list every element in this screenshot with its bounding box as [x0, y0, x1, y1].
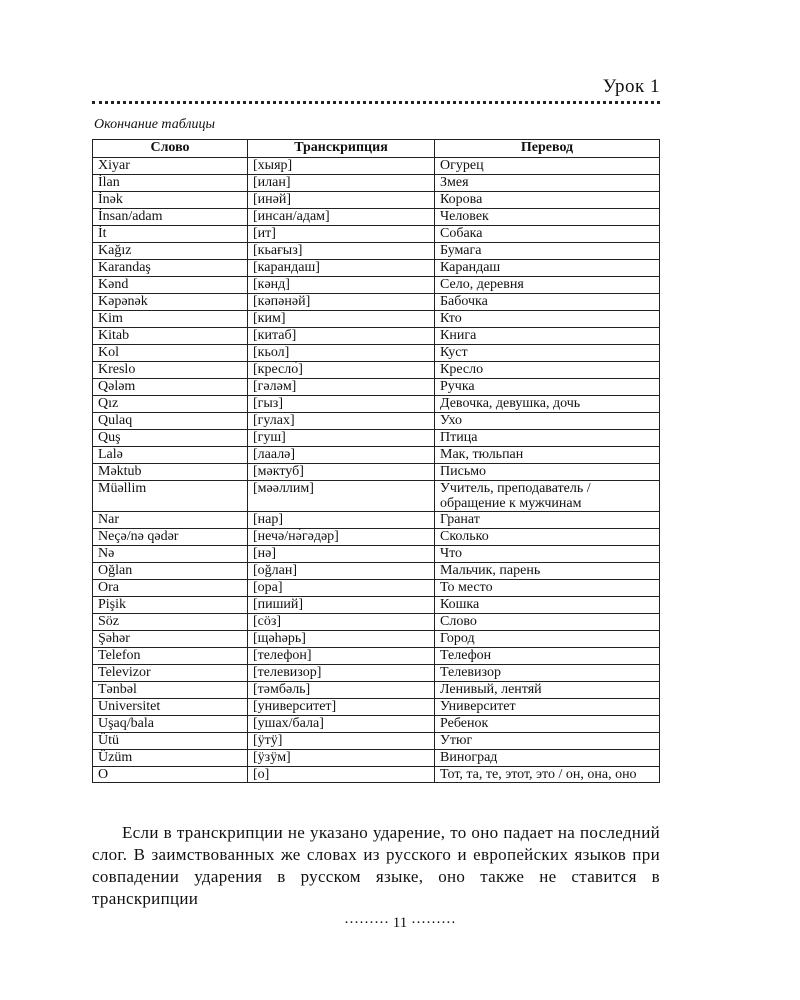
translation-cell: Карандаш — [435, 260, 660, 277]
table-row — [93, 379, 660, 396]
word-cell: Nə — [93, 546, 248, 563]
transcription-cell: [телевизор] — [248, 665, 435, 682]
translation-cell: Гранат — [435, 512, 660, 529]
transcription-cell: [кәпәнәй] — [248, 294, 435, 311]
header-dotted-rule — [92, 101, 660, 104]
table-row — [93, 311, 660, 328]
transcription-cell: [хыяр] — [248, 158, 435, 175]
translation-cell: Сколько — [435, 529, 660, 546]
translation-cell: Учитель, преподаватель / обращение к мужчинам — [435, 481, 660, 512]
transcription-cell: [кьол] — [248, 345, 435, 362]
word-cell: Ütü — [93, 733, 248, 750]
translation-cell: Человек — [435, 209, 660, 226]
transcription-cell: [гулах] — [248, 413, 435, 430]
table-row — [93, 260, 660, 277]
transcription-cell: [oğлан] — [248, 563, 435, 580]
translation-cell: Ухо — [435, 413, 660, 430]
translation-cell: Виноград — [435, 750, 660, 767]
word-cell: Televizor — [93, 665, 248, 682]
translation-cell: Ленивый, лентяй — [435, 682, 660, 699]
table-body — [93, 158, 660, 783]
translation-cell: Письмо — [435, 464, 660, 481]
translation-cell: Книга — [435, 328, 660, 345]
transcription-cell: [ит] — [248, 226, 435, 243]
table-row — [93, 277, 660, 294]
translation-cell: То место — [435, 580, 660, 597]
word-cell: Lalə — [93, 447, 248, 464]
word-cell: Söz — [93, 614, 248, 631]
word-cell: Qız — [93, 396, 248, 413]
transcription-cell: [инсан/адам] — [248, 209, 435, 226]
table-row — [93, 192, 660, 209]
word-cell: Nar — [93, 512, 248, 529]
table-row — [93, 614, 660, 631]
word-cell: Ora — [93, 580, 248, 597]
table-row — [93, 396, 660, 413]
translation-cell: Бумага — [435, 243, 660, 260]
translation-cell: Слово — [435, 614, 660, 631]
word-cell: Müəllim — [93, 481, 248, 512]
transcription-cell: [o] — [248, 767, 435, 783]
word-cell: Tənbəl — [93, 682, 248, 699]
table-row — [93, 716, 660, 733]
table-row — [93, 733, 660, 750]
table-row — [93, 580, 660, 597]
transcription-cell: [нар] — [248, 512, 435, 529]
table-header-row — [93, 140, 660, 158]
word-cell: Üzüm — [93, 750, 248, 767]
column-header-word: Слово — [93, 140, 248, 158]
transcription-cell: [ушах/бала] — [248, 716, 435, 733]
transcription-cell: [илан] — [248, 175, 435, 192]
word-cell: Uşaq/bala — [93, 716, 248, 733]
translation-cell: Село, деревня — [435, 277, 660, 294]
table-row — [93, 699, 660, 716]
page-footer — [0, 915, 800, 932]
transcription-cell: [кресло́] — [248, 362, 435, 379]
column-header-transcription: Транскрипция — [248, 140, 435, 158]
translation-cell: Утюг — [435, 733, 660, 750]
table-row — [93, 294, 660, 311]
table-caption: Окончание таблицы — [94, 117, 215, 132]
table-row — [93, 464, 660, 481]
word-cell: İt — [93, 226, 248, 243]
word-cell: Qələm — [93, 379, 248, 396]
table-row — [93, 226, 660, 243]
word-cell: Kim — [93, 311, 248, 328]
word-cell: İnsan/adam — [93, 209, 248, 226]
translation-cell: Птица — [435, 430, 660, 447]
table-row — [93, 430, 660, 447]
word-cell: Telefon — [93, 648, 248, 665]
translation-cell: Куст — [435, 345, 660, 362]
table-row — [93, 209, 660, 226]
transcription-cell: [ора] — [248, 580, 435, 597]
word-cell: Kreslo — [93, 362, 248, 379]
word-cell: Quş — [93, 430, 248, 447]
translation-cell: Ручка — [435, 379, 660, 396]
transcription-cell: [лаалә] — [248, 447, 435, 464]
word-cell: Kol — [93, 345, 248, 362]
translation-cell: Корова — [435, 192, 660, 209]
transcription-cell: [пиший] — [248, 597, 435, 614]
table-row — [93, 597, 660, 614]
vocabulary-table — [92, 139, 660, 783]
transcription-cell: [мәктуб] — [248, 464, 435, 481]
table-row — [93, 631, 660, 648]
table-row — [93, 328, 660, 345]
word-cell: Kənd — [93, 277, 248, 294]
word-cell: İlan — [93, 175, 248, 192]
table-row — [93, 750, 660, 767]
footer-dots-right: ········· — [410, 915, 456, 931]
table-row — [93, 512, 660, 529]
word-cell: Xiyar — [93, 158, 248, 175]
translation-cell: Что — [435, 546, 660, 563]
word-cell: Kəpənək — [93, 294, 248, 311]
page-number: 11 — [392, 915, 408, 931]
table-row — [93, 648, 660, 665]
translation-cell: Девочка, девушка, дочь — [435, 396, 660, 413]
translation-cell: Бабочка — [435, 294, 660, 311]
word-cell: Neçə/nə qədər — [93, 529, 248, 546]
transcription-cell: [университет] — [248, 699, 435, 716]
translation-cell: Собака — [435, 226, 660, 243]
translation-cell: Телефон — [435, 648, 660, 665]
word-cell: Şəhər — [93, 631, 248, 648]
word-cell: Məktub — [93, 464, 248, 481]
transcription-cell: [гыз] — [248, 396, 435, 413]
transcription-cell: [гуш] — [248, 430, 435, 447]
table-row — [93, 546, 660, 563]
word-cell: Universitet — [93, 699, 248, 716]
word-cell: O — [93, 767, 248, 783]
table-row — [93, 563, 660, 580]
table-row — [93, 345, 660, 362]
page-header — [92, 72, 660, 102]
table-row — [93, 158, 660, 175]
word-cell: Pişik — [93, 597, 248, 614]
transcription-cell: [китаб] — [248, 328, 435, 345]
transcription-cell: [тәмбәль] — [248, 682, 435, 699]
translation-cell: Тот, та, те, этот, это / он, она, оно — [435, 767, 660, 783]
table-row — [93, 529, 660, 546]
table-row — [93, 413, 660, 430]
table-row — [93, 481, 660, 512]
transcription-cell: [нечә/нә́гәдәр] — [248, 529, 435, 546]
transcription-cell: [ÿзÿм] — [248, 750, 435, 767]
table-row — [93, 362, 660, 379]
transcription-cell: [кьағыз] — [248, 243, 435, 260]
word-cell: Kitab — [93, 328, 248, 345]
transcription-cell: [сöз] — [248, 614, 435, 631]
translation-cell: Университет — [435, 699, 660, 716]
table-row — [93, 243, 660, 260]
transcription-cell: [мәәллим] — [248, 481, 435, 512]
body-paragraph: Если в транскрипции не указано ударение, то оно падает на последний слог. В заимствованных же словах из русского и европейских языков при совпадении ударения в русском языке, оно также не ставится в транскрипции — [92, 823, 660, 908]
transcription-cell: [инәй] — [248, 192, 435, 209]
transcription-cell: [гәләм] — [248, 379, 435, 396]
translation-cell: Кресло — [435, 362, 660, 379]
table-row — [93, 682, 660, 699]
translation-cell: Ребенок — [435, 716, 660, 733]
translation-cell: Мальчик, парень — [435, 563, 660, 580]
transcription-cell: [карандаш] — [248, 260, 435, 277]
transcription-cell: [щәhәрь] — [248, 631, 435, 648]
translation-cell: Кто — [435, 311, 660, 328]
lesson-title: Урок 1 — [602, 76, 660, 97]
transcription-cell: [ким] — [248, 311, 435, 328]
translation-cell: Город — [435, 631, 660, 648]
translation-cell: Змея — [435, 175, 660, 192]
word-cell: Karandaş — [93, 260, 248, 277]
transcription-cell: [нә] — [248, 546, 435, 563]
table-row — [93, 447, 660, 464]
word-cell: Kağız — [93, 243, 248, 260]
transcription-cell: [телефон] — [248, 648, 435, 665]
column-header-translation: Перевод — [435, 140, 660, 158]
table-row — [93, 767, 660, 783]
translation-cell: Телевизор — [435, 665, 660, 682]
word-cell: İnək — [93, 192, 248, 209]
table-row — [93, 175, 660, 192]
transcription-cell: [кәнд] — [248, 277, 435, 294]
word-cell: Oğlan — [93, 563, 248, 580]
transcription-cell: [ÿтÿ] — [248, 733, 435, 750]
translation-cell: Огурец — [435, 158, 660, 175]
word-cell: Qulaq — [93, 413, 248, 430]
translation-cell: Мак, тюльпан — [435, 447, 660, 464]
footer-dots-left: ········· — [344, 915, 390, 931]
translation-cell: Кошка — [435, 597, 660, 614]
table-row — [93, 665, 660, 682]
